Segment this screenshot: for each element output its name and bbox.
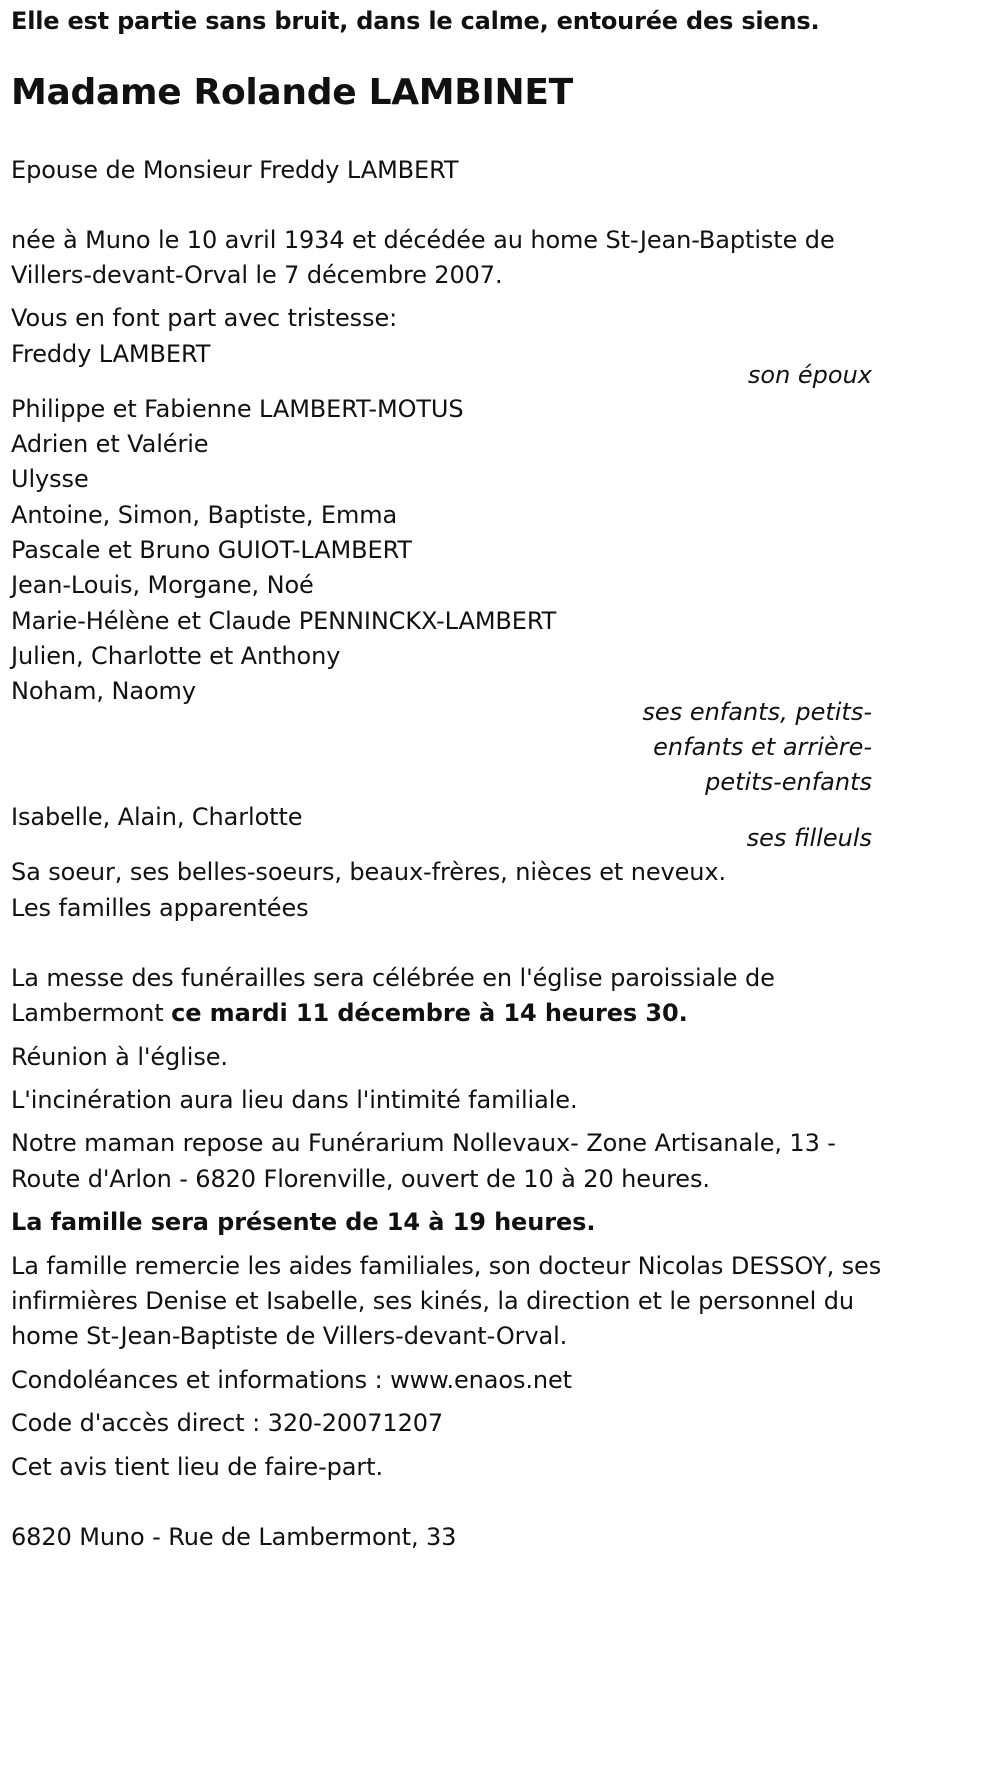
birth-death-line-2: Villers-devant-Orval le 7 décembre 2007.	[11, 261, 503, 289]
relatives-line: Sa soeur, ses belles-soeurs, beaux-frères, nièces et neveux.	[11, 858, 727, 886]
announcement-intro: Vous en font part avec tristesse:	[11, 304, 398, 332]
notice-text: Cet avis tient lieu de faire-part.	[11, 1453, 383, 1481]
funeral-datetime: ce mardi 11 décembre à 14 heures 30.	[171, 999, 688, 1027]
deceased-name: Madame Rolande LAMBINET	[11, 72, 573, 113]
funerarium-line-2: Route d'Arlon - 6820 Florenville, ouvert de 10 à 20 heures.	[11, 1165, 710, 1193]
spouse-role: son époux	[747, 361, 872, 389]
funerarium-line-1: Notre maman repose au Funérarium Nollevaux- Zone Artisanale, 13 -	[11, 1129, 836, 1157]
godchildren-role: ses filleuls	[746, 824, 872, 852]
family-presence: La famille sera présente de 14 à 19 heures.	[11, 1208, 596, 1236]
child-name: Adrien et Valérie	[11, 430, 209, 458]
children-role-line-3: petits-enfants	[705, 768, 872, 796]
headline: Elle est partie sans bruit, dans le calme, entourée des siens.	[11, 7, 820, 35]
thanks-line-1: La famille remercie les aides familiales, son docteur Nicolas DESSOY, ses	[11, 1252, 882, 1280]
thanks-line-2: infirmières Denise et Isabelle, ses kinés, la direction et le personnel du	[11, 1287, 854, 1315]
thanks-line-3: home St-Jean-Baptiste de Villers-devant-Orval.	[11, 1322, 568, 1350]
child-name: Pascale et Bruno GUIOT-LAMBERT	[11, 536, 412, 564]
funeral-place: Lambermont	[11, 999, 172, 1027]
children-role-line-2: enfants et arrière-	[653, 733, 872, 761]
meeting-info: Réunion à l'église.	[11, 1043, 228, 1071]
address: 6820 Muno - Rue de Lambermont, 33	[11, 1523, 457, 1551]
child-name: Marie-Hélène et Claude PENNINCKX-LAMBERT	[11, 607, 557, 635]
child-name: Julien, Charlotte et Anthony	[11, 642, 341, 670]
child-name: Noham, Naomy	[11, 677, 196, 705]
children-role-line-1: ses enfants, petits-	[642, 698, 872, 726]
access-code: Code d'accès direct : 320-20071207	[11, 1409, 444, 1437]
funeral-line-1: La messe des funérailles sera célébrée en l'église paroissiale de	[11, 964, 775, 992]
child-name: Ulysse	[11, 465, 89, 493]
funeral-line-2	[11, 993, 688, 1033]
child-name: Antoine, Simon, Baptiste, Emma	[11, 501, 398, 529]
cremation-info: L'incinération aura lieu dans l'intimité familiale.	[11, 1086, 578, 1114]
spouse-name: Freddy LAMBERT	[11, 340, 211, 368]
spouse-line: Epouse de Monsieur Freddy LAMBERT	[11, 156, 459, 184]
birth-death-line-1: née à Muno le 10 avril 1934 et décédée au home St-Jean-Baptiste de	[11, 226, 835, 254]
godchildren-names: Isabelle, Alain, Charlotte	[11, 803, 303, 831]
child-name: Philippe et Fabienne LAMBERT-MOTUS	[11, 395, 464, 423]
condolences-info: Condoléances et informations : www.enaos.net	[11, 1366, 572, 1394]
child-name: Jean-Louis, Morgane, Noé	[11, 571, 314, 599]
relatives-line: Les familles apparentées	[11, 894, 309, 922]
